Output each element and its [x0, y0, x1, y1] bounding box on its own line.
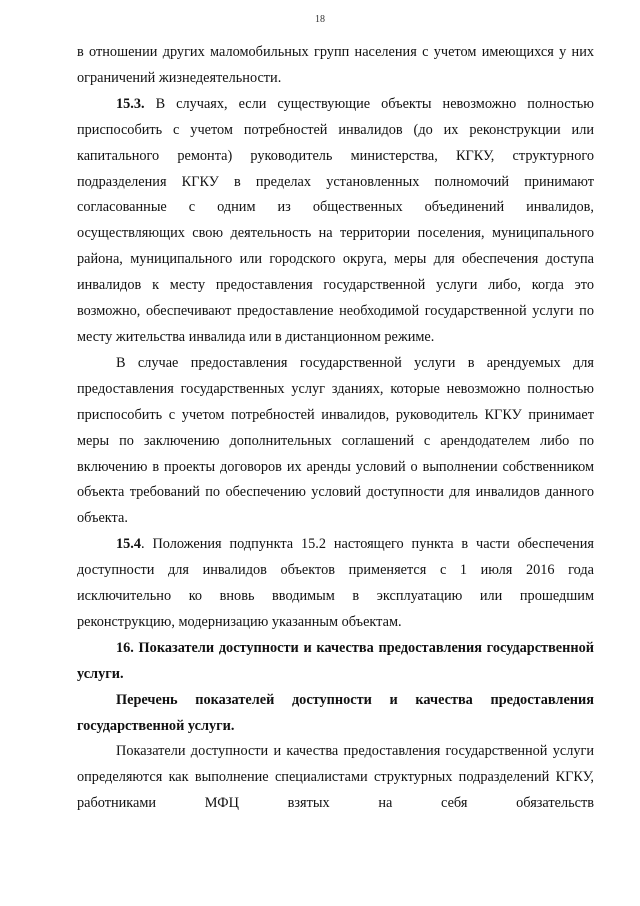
- paragraph-continuation: [77, 40, 594, 92]
- paragraph-15-4: [77, 532, 594, 636]
- paragraph-text: в отношении других маломобильных групп населения с учетом имеющихся у них ограничений жизнедеятельности.: [77, 44, 594, 86]
- heading-text: 16. Показатели доступности и качества предоставления государственной услуги.: [77, 639, 594, 682]
- heading-text: Перечень показателей доступности и качества предоставления государственной услуги.: [77, 691, 594, 734]
- paragraph-lease: [77, 351, 594, 532]
- paragraph-text: В случаях, если существующие объекты невозможно полностью приспособить с учетом потребностей инвалидов (до их реконструкции или капитального ремонта) руководитель министерства, КГКУ, структурного подразделения КГКУ в пределах установленных полномочий принимают согласованные с одним из общественных объединений инвалидов, осуществляющих свою деятельность на территории поселения, муниципального района, муниципального или городского округа, меры для обеспечения доступа инвалидов к месту предоставления государственной услуги либо, когда это возможно, обеспечивают предоставление необходимой государственной услуги по месту жительства инвалида или в дистанционном режиме.: [77, 95, 594, 345]
- subsection-heading: [77, 688, 594, 740]
- page-number: 18: [315, 14, 325, 25]
- paragraph-indicators: [77, 739, 594, 817]
- section-heading-16: [77, 636, 594, 688]
- clause-number: 15.4: [116, 536, 142, 553]
- paragraph-text: . Положения подпункта 15.2 настоящего пункта в части обеспечения доступности для инвалидов объектов применяется с 1 июля 2016 года исключительно ко вновь вводимым в эксплуатацию или прошедшим реконструкцию, модернизацию указанным объектам.: [77, 536, 594, 630]
- paragraph-text: Показатели доступности и качества предоставления государственной услуги определяются как выполнение специалистами структурных подразделений КГКУ, работниками МФЦ взятых на себя обязательств: [77, 743, 594, 812]
- clause-number: 15.3.: [116, 95, 145, 112]
- paragraph-text: В случае предоставления государственной услуги в арендуемых для предоставления государственных услуг зданиях, которые невозможно полностью приспособить с учетом потребностей инвалидов, руководитель КГКУ принимает меры по заключению дополнительных соглашений с арендодателем либо по включению в проекты договоров их аренды условий о выполнении собственником объекта требований по обеспечению условий доступности для инвалидов данного объекта.: [77, 354, 594, 527]
- paragraph-15-3: [77, 92, 594, 351]
- document-body: [77, 40, 594, 817]
